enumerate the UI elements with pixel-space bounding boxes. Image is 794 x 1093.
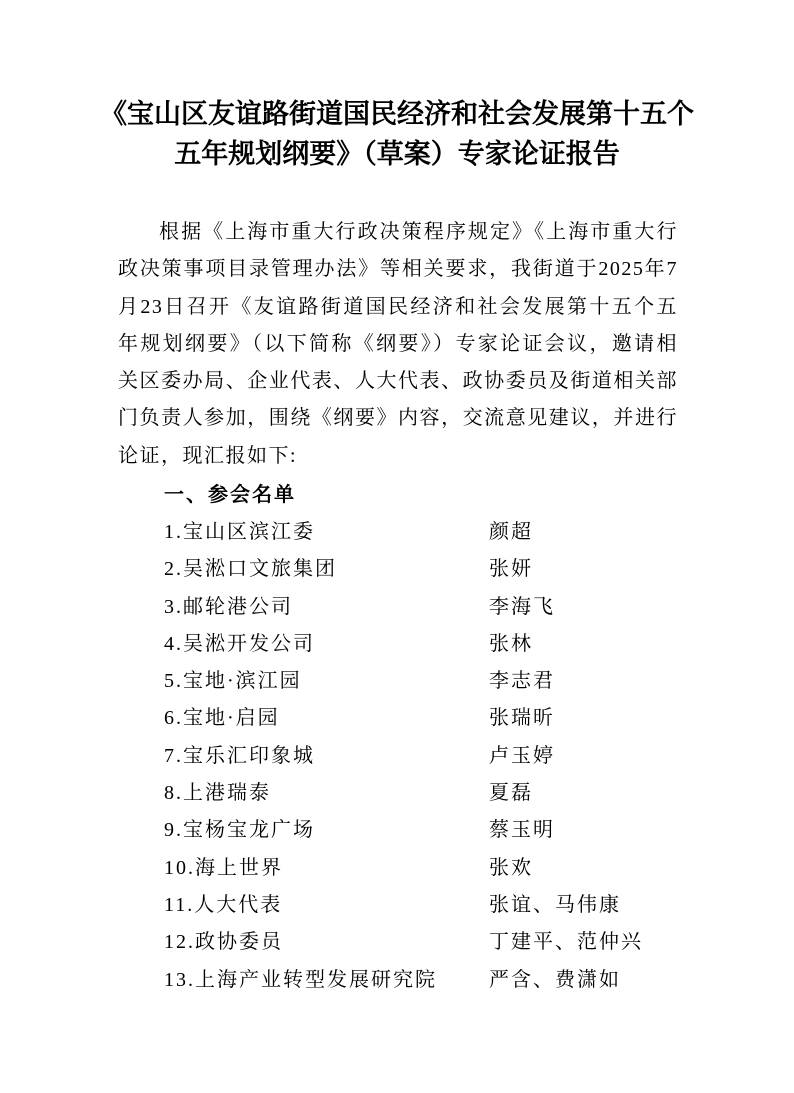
participant-row (164, 738, 684, 775)
participant-names: 蔡玉明 (489, 819, 555, 842)
participant-org: 1.宝山区滨江委 (164, 521, 315, 543)
participant-org: 3.邮轮港公司 (164, 595, 293, 618)
participant-names: 张谊、马伟康 (489, 893, 621, 916)
participant-org: 11.人大代表 (164, 893, 283, 916)
participant-org: 6.宝地·启园 (164, 707, 280, 730)
participant-row (164, 663, 684, 700)
document-title-line-2: 五年规划纲要》（草案）专家论证报告 (174, 139, 620, 170)
intro-paragraph: 根据《上海市重大行政决策程序规定》《上海市重大行政决策事项目录管理办法》等相关要求，我街道于2025年7月23日召开《友谊路街道国民经济和社会发展第十五个五年规划纲要》（以下简称《纲要》）专家论证会议，邀请相关区委办局、企业代表、人大代表、政协委员及街道相关部门负责人参加，围绕《纲要》内容，交流意见建议，并进行论证，现汇报如下: (118, 221, 678, 467)
section-heading-participants: 一、参会名单 (164, 482, 296, 506)
participant-org: 5.宝地·滨江园 (164, 670, 302, 693)
participant-row (164, 962, 684, 999)
participant-names: 李海飞 (489, 595, 555, 618)
participant-org: 10.海上世界 (164, 856, 283, 879)
participant-names: 张林 (489, 632, 533, 655)
participant-org: 8.上港瑞泰 (164, 782, 271, 805)
participant-row (164, 850, 684, 887)
participant-row (164, 551, 684, 588)
participant-names: 颜超 (489, 521, 533, 543)
participant-names: 李志君 (489, 670, 555, 693)
participant-row (164, 812, 684, 849)
participant-row (164, 626, 684, 663)
participant-names: 丁建平、范仲兴 (489, 931, 643, 954)
participant-names: 张妍 (489, 558, 533, 581)
participant-org: 13.上海产业转型发展研究院 (164, 968, 437, 991)
participant-names: 张瑞昕 (489, 707, 555, 730)
participant-org: 4.吴淞开发公司 (164, 632, 315, 655)
participant-names: 卢玉婷 (489, 744, 555, 767)
participant-org: 12.政协委员 (164, 931, 283, 954)
participant-row (164, 700, 684, 737)
participant-org: 9.宝杨宝龙广场 (164, 819, 315, 842)
participant-org: 2.吴淞口文旅集团 (164, 558, 337, 581)
participant-names: 严含、费潇如 (489, 968, 621, 991)
participant-names: 张欢 (489, 856, 533, 879)
participant-names: 夏磊 (489, 782, 533, 805)
participant-row (164, 924, 684, 961)
participant-row (164, 887, 684, 924)
participant-list (164, 514, 684, 999)
participant-row (164, 775, 684, 812)
participant-row (164, 589, 684, 626)
participant-org: 7.宝乐汇印象城 (164, 744, 315, 767)
document-title-line-1: 《宝山区友谊路街道国民经济和社会发展第十五个 (100, 99, 694, 130)
participant-row (164, 514, 684, 551)
